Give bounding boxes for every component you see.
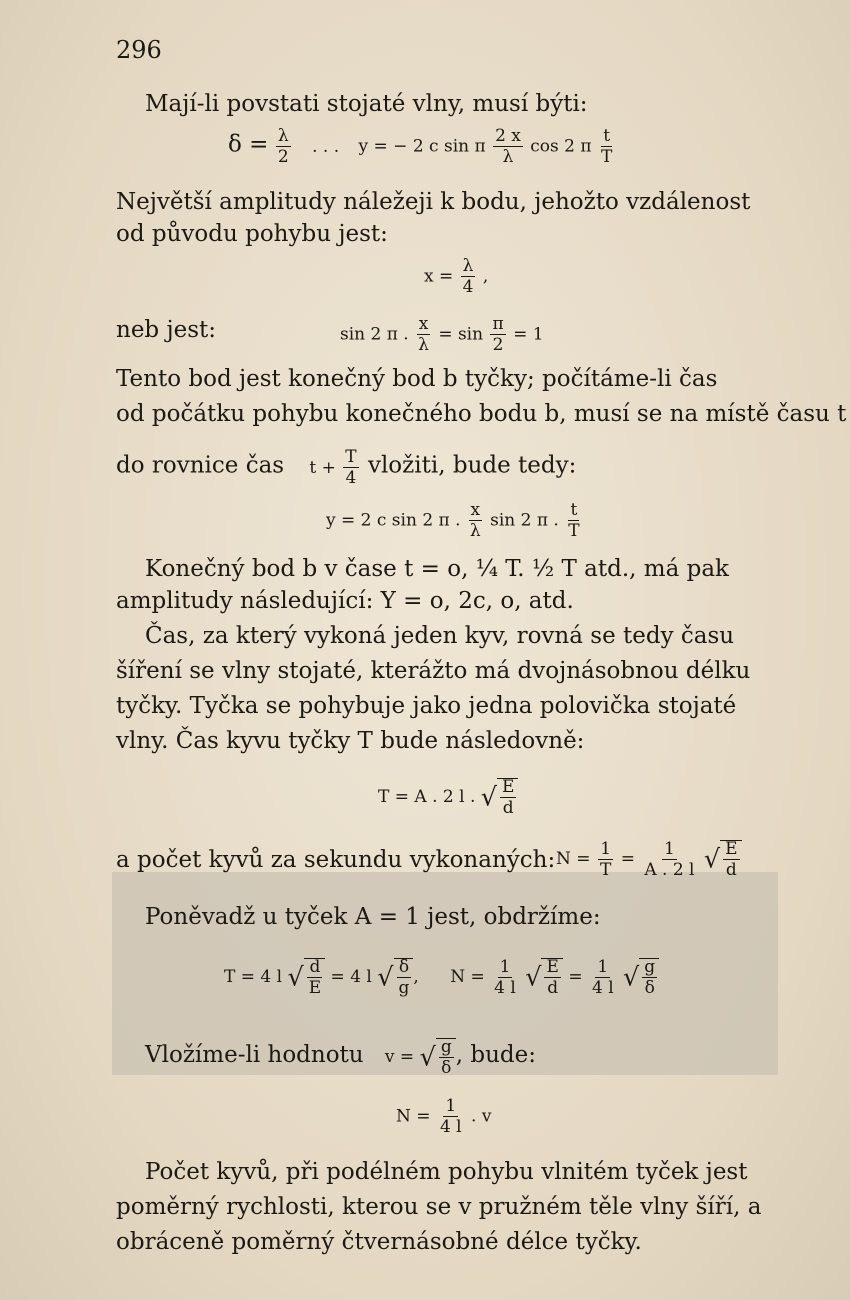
equation-period: T = A . 2 l . √ $\frac{E}{d}$ (378, 778, 518, 817)
eq-dots: . . . (312, 136, 340, 157)
text-line: neb jest: (116, 317, 216, 343)
eq-cos: cos 2 π (530, 136, 592, 157)
text-line: od počátku pohybu konečného bodu b, musí se na místě času t (116, 401, 847, 427)
page-number: 296 (116, 36, 162, 64)
eq-delta: δ = (228, 131, 269, 158)
text-line: vlny. Čas kyvu tyčky T bude následovně: (116, 728, 585, 754)
text-line: Poněvadž u tyček A = 1 jest, obdržíme: (145, 904, 601, 930)
fraction-2x-lambda: $\frac{2 x}{\lambda}$ (495, 126, 521, 167)
text-line: do rovnice čas t + $\frac{T}{4}$ vložiti, bude tedy: (116, 447, 577, 488)
equation-N-v: N = $\frac{1}{4 l}$ . v (396, 1096, 492, 1137)
sqrt-symbol: √ (480, 782, 497, 813)
text-line: Největší amplitudy náležeji k bodu, jehožto vzdálenost (116, 189, 751, 215)
equation-A-equals-1: T = 4 l √ $\frac{d}{E}$ = 4 l √ $\frac{\delta}{g}$ , N = $\frac{1}{4 l}$ √ $\frac{E}{d}$ = $\frac{1}{4 l}$ √ $\frac{g}{\delta}$ (224, 958, 659, 997)
text-line: Mají-li povstati stojaté vlny, musí býti: (145, 91, 588, 117)
text-line: Počet kyvů, při podélném pohybu vlnitém tyček jest (145, 1159, 748, 1185)
equation-frequency: N = $\frac{1}{T}$ = $\frac{1}{A . 2 l}$ √ $\frac{E}{d}$ (556, 840, 742, 879)
text-line: Vložíme-li hodnotu v = √ $\frac{g}{\delta}$ , bude: (145, 1037, 536, 1078)
fraction-t-T: $\frac{t}{T}$ (600, 126, 613, 167)
text-line: poměrný rychlosti, kterou se v pružném těle vlny šíří, a (116, 1194, 762, 1220)
text-line: obráceně poměrný čtvernásobné délce tyčky. (116, 1229, 642, 1255)
text-line: Tento bod jest konečný bod b tyčky; počítáme-li čas (116, 366, 718, 392)
text-line: od původu pohybu jest: (116, 221, 388, 247)
text-line: a počet kyvů za sekundu vykonaných: (116, 847, 556, 873)
equation-standing-wave (228, 128, 616, 166)
text-line: tyčky. Tyčka se pohybuje jako jedna polovička stojaté (116, 693, 737, 719)
equation-y-product: y = 2 c sin 2 π . $\frac{x}{\lambda}$ sin 2 π . $\frac{t}{T}$ (326, 500, 580, 541)
text-line: amplitudy následující: Y = o, 2c, o, atd. (116, 588, 574, 614)
text-line: Konečný bod b v čase t = o, ¼ T. ½ T atd., má pak (145, 556, 729, 582)
text-line: Čas, za který vykoná jeden kyv, rovná se tedy času (145, 623, 735, 649)
fraction-lambda-half: $\frac{\lambda}{2}$ (277, 126, 289, 167)
equation-sin: sin 2 π . $\frac{x}{\lambda}$ = sin $\frac{\pi}{2}$ = 1 (340, 314, 544, 355)
text-line: šíření se vlny stojaté, kterážto má dvojnásobnou délku (116, 658, 751, 684)
eq-y: y = − 2 c sin π (358, 136, 486, 157)
equation-x-lambda-quarter: x = $\frac{\lambda}{4}$ , (424, 256, 489, 297)
